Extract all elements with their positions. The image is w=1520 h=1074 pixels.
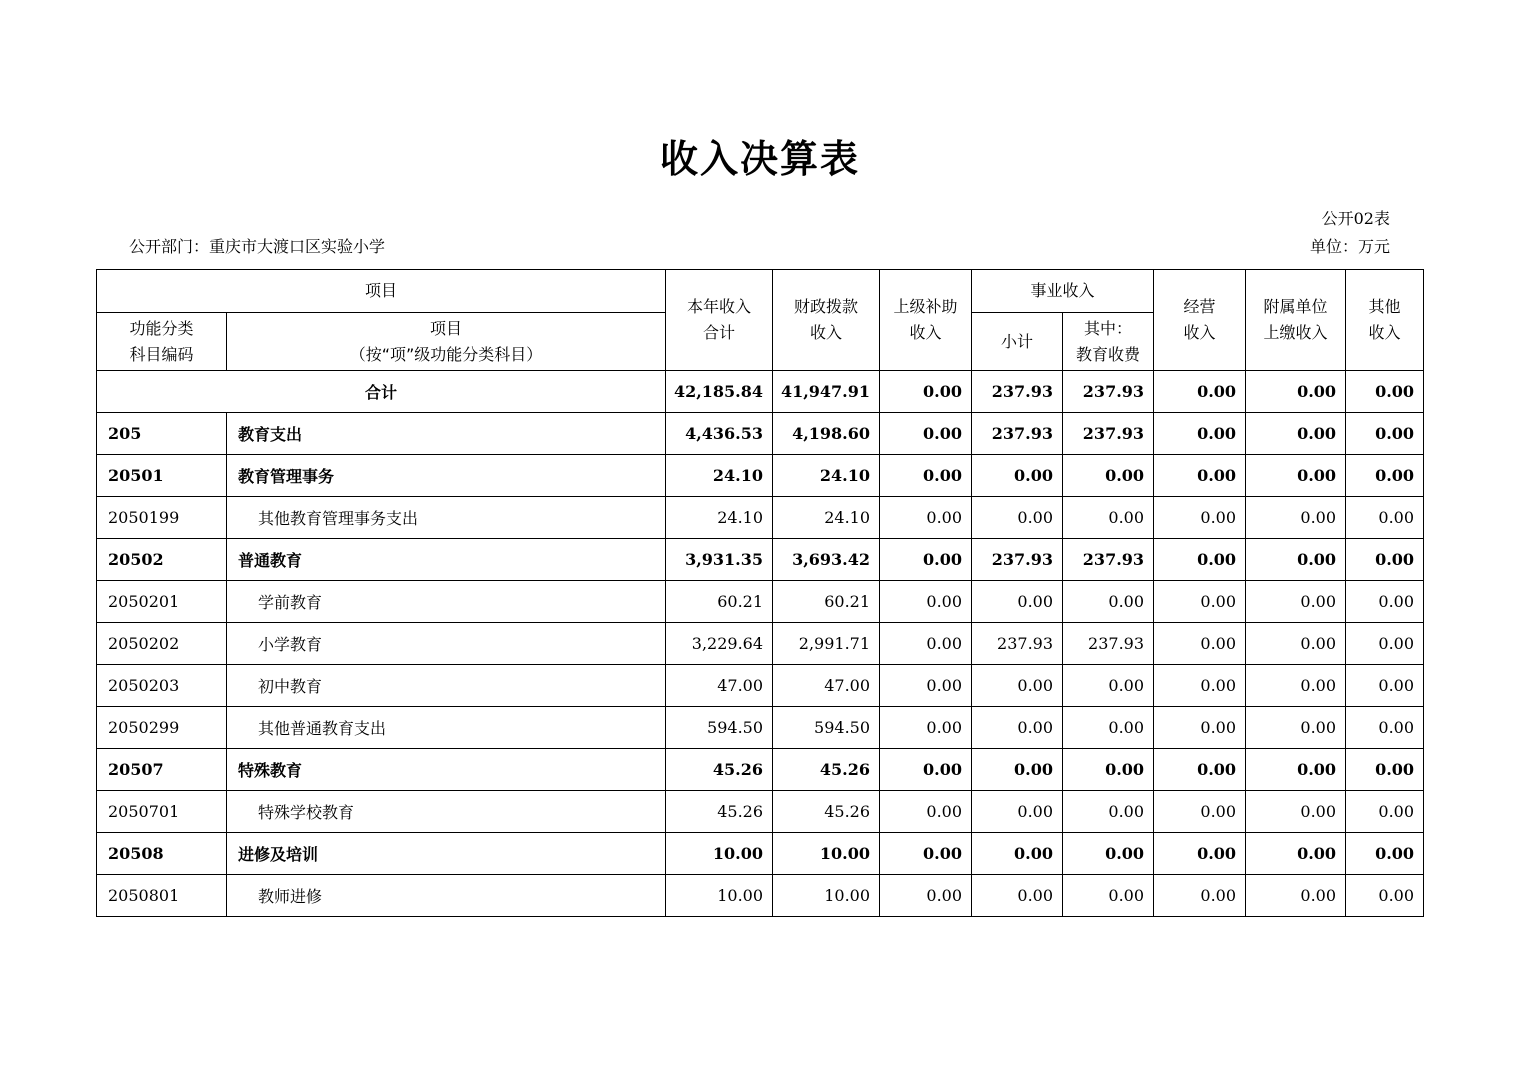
row-value: 0.00 <box>880 665 972 707</box>
row-code: 2050202 <box>97 623 227 665</box>
row-value: 45.26 <box>773 749 880 791</box>
row-name: 小学教育 <box>227 623 666 665</box>
row-value: 3,693.42 <box>773 539 880 581</box>
row-value: 0.00 <box>1246 581 1346 623</box>
row-value: 0.00 <box>880 833 972 875</box>
row-value: 0.00 <box>1246 455 1346 497</box>
row-value: 10.00 <box>773 875 880 917</box>
row-value: 0.00 <box>1346 581 1424 623</box>
row-value: 0.00 <box>1154 875 1246 917</box>
row-value: 594.50 <box>773 707 880 749</box>
row-name: 教育支出 <box>227 413 666 455</box>
row-name: 教育管理事务 <box>227 455 666 497</box>
header-superior: 上级补助 收入 <box>880 270 972 371</box>
row-value: 0.00 <box>1346 455 1424 497</box>
row-value: 0.00 <box>1154 665 1246 707</box>
row-value: 45.26 <box>666 791 773 833</box>
table-row <box>97 581 1424 623</box>
row-value: 45.26 <box>773 791 880 833</box>
header-career-subtotal: 小计 <box>972 313 1063 371</box>
row-value: 0.00 <box>1154 833 1246 875</box>
table-row <box>97 707 1424 749</box>
row-value: 0.00 <box>1154 413 1246 455</box>
table-row <box>97 413 1424 455</box>
total-cell: 237.93 <box>1063 371 1154 413</box>
row-value: 0.00 <box>1154 497 1246 539</box>
table-row <box>97 623 1424 665</box>
table-row <box>97 749 1424 791</box>
row-value: 0.00 <box>1346 665 1424 707</box>
total-cell: 0.00 <box>1246 371 1346 413</box>
row-name: 特殊教育 <box>227 749 666 791</box>
row-value: 24.10 <box>666 455 773 497</box>
row-value: 237.93 <box>1063 413 1154 455</box>
row-value: 237.93 <box>972 413 1063 455</box>
row-value: 237.93 <box>972 623 1063 665</box>
total-label: 合计 <box>97 371 666 413</box>
row-value: 0.00 <box>1246 707 1346 749</box>
row-code: 2050299 <box>97 707 227 749</box>
row-value: 0.00 <box>1063 497 1154 539</box>
row-value: 0.00 <box>1154 539 1246 581</box>
header-item-name: 项目 （按“项”级功能分类科目） <box>227 313 666 371</box>
row-value: 0.00 <box>972 707 1063 749</box>
table-row <box>97 497 1424 539</box>
row-value: 0.00 <box>1346 413 1424 455</box>
total-cell: 42,185.84 <box>666 371 773 413</box>
row-value: 0.00 <box>880 497 972 539</box>
row-code: 2050203 <box>97 665 227 707</box>
row-value: 10.00 <box>666 875 773 917</box>
row-value: 0.00 <box>972 875 1063 917</box>
row-value: 0.00 <box>972 833 1063 875</box>
row-value: 0.00 <box>1063 707 1154 749</box>
row-name: 其他教育管理事务支出 <box>227 497 666 539</box>
row-name: 特殊学校教育 <box>227 791 666 833</box>
total-row <box>97 371 1424 413</box>
table-row <box>97 791 1424 833</box>
row-code: 20507 <box>97 749 227 791</box>
row-value: 0.00 <box>1346 875 1424 917</box>
row-value: 0.00 <box>1063 791 1154 833</box>
row-value: 3,931.35 <box>666 539 773 581</box>
row-value: 0.00 <box>1063 833 1154 875</box>
header-operating: 经营 收入 <box>1154 270 1246 371</box>
row-value: 0.00 <box>1154 791 1246 833</box>
row-value: 237.93 <box>1063 539 1154 581</box>
row-value: 594.50 <box>666 707 773 749</box>
row-name: 普通教育 <box>227 539 666 581</box>
table-row <box>97 455 1424 497</box>
table-row <box>97 833 1424 875</box>
row-value: 0.00 <box>1246 749 1346 791</box>
row-value: 0.00 <box>1246 623 1346 665</box>
row-code: 2050199 <box>97 497 227 539</box>
row-code: 2050701 <box>97 791 227 833</box>
row-name: 初中教育 <box>227 665 666 707</box>
row-value: 0.00 <box>972 665 1063 707</box>
row-value: 47.00 <box>773 665 880 707</box>
header-item: 项目 <box>97 270 666 313</box>
row-value: 0.00 <box>972 581 1063 623</box>
row-value: 0.00 <box>880 707 972 749</box>
row-code: 2050201 <box>97 581 227 623</box>
row-value: 0.00 <box>1246 875 1346 917</box>
row-value: 0.00 <box>1063 581 1154 623</box>
row-value: 0.00 <box>1346 707 1424 749</box>
total-cell: 0.00 <box>880 371 972 413</box>
row-value: 0.00 <box>1063 455 1154 497</box>
form-number: 公开02表 <box>1321 209 1390 228</box>
row-code: 20508 <box>97 833 227 875</box>
row-value: 3,229.64 <box>666 623 773 665</box>
row-value: 0.00 <box>880 623 972 665</box>
row-value: 0.00 <box>1346 497 1424 539</box>
row-value: 24.10 <box>773 497 880 539</box>
row-value: 237.93 <box>1063 623 1154 665</box>
table-row <box>97 539 1424 581</box>
department-label: 公开部门：重庆市大渡口区实验小学 <box>129 237 386 256</box>
row-value: 0.00 <box>880 413 972 455</box>
row-value: 0.00 <box>1154 707 1246 749</box>
row-value: 0.00 <box>880 875 972 917</box>
row-value: 0.00 <box>972 749 1063 791</box>
row-name: 进修及培训 <box>227 833 666 875</box>
row-value: 60.21 <box>666 581 773 623</box>
row-value: 0.00 <box>1154 455 1246 497</box>
row-value: 0.00 <box>1346 623 1424 665</box>
row-value: 0.00 <box>880 749 972 791</box>
row-code: 2050801 <box>97 875 227 917</box>
row-value: 0.00 <box>1246 413 1346 455</box>
row-value: 10.00 <box>773 833 880 875</box>
row-value: 0.00 <box>880 791 972 833</box>
row-value: 0.00 <box>1246 833 1346 875</box>
row-value: 0.00 <box>1246 497 1346 539</box>
row-value: 4,436.53 <box>666 413 773 455</box>
row-value: 0.00 <box>1346 539 1424 581</box>
row-name: 学前教育 <box>227 581 666 623</box>
row-value: 0.00 <box>972 791 1063 833</box>
header-total-income: 本年收入 合计 <box>666 270 773 371</box>
row-value: 0.00 <box>1063 875 1154 917</box>
table-row <box>97 875 1424 917</box>
row-value: 0.00 <box>1063 665 1154 707</box>
row-value: 0.00 <box>1154 623 1246 665</box>
total-cell: 0.00 <box>1154 371 1246 413</box>
row-value: 0.00 <box>1346 833 1424 875</box>
total-cell: 237.93 <box>972 371 1063 413</box>
row-value: 60.21 <box>773 581 880 623</box>
row-value: 24.10 <box>773 455 880 497</box>
row-value: 0.00 <box>1154 749 1246 791</box>
header-fiscal: 财政拨款 收入 <box>773 270 880 371</box>
row-value: 45.26 <box>666 749 773 791</box>
row-value: 24.10 <box>666 497 773 539</box>
header-affiliated: 附属单位 上缴收入 <box>1246 270 1346 371</box>
row-value: 0.00 <box>972 497 1063 539</box>
row-code: 20501 <box>97 455 227 497</box>
row-name: 教师进修 <box>227 875 666 917</box>
table-row <box>97 665 1424 707</box>
row-value: 0.00 <box>1246 791 1346 833</box>
row-value: 0.00 <box>1346 749 1424 791</box>
row-value: 0.00 <box>880 455 972 497</box>
page-title: 收入决算表 <box>659 137 860 181</box>
row-value: 0.00 <box>1246 665 1346 707</box>
header-career-edu: 其中： 教育收费 <box>1063 313 1154 371</box>
row-code: 20502 <box>97 539 227 581</box>
row-value: 10.00 <box>666 833 773 875</box>
row-value: 0.00 <box>1154 581 1246 623</box>
total-cell: 41,947.91 <box>773 371 880 413</box>
row-value: 47.00 <box>666 665 773 707</box>
row-name: 其他普通教育支出 <box>227 707 666 749</box>
row-value: 2,991.71 <box>773 623 880 665</box>
row-value: 0.00 <box>1063 749 1154 791</box>
row-value: 0.00 <box>1346 791 1424 833</box>
unit-label: 单位：万元 <box>1309 237 1390 256</box>
row-value: 4,198.60 <box>773 413 880 455</box>
row-value: 0.00 <box>1246 539 1346 581</box>
row-value: 0.00 <box>972 455 1063 497</box>
income-table <box>96 269 1424 917</box>
total-cell: 0.00 <box>1346 371 1424 413</box>
row-code: 205 <box>97 413 227 455</box>
row-value: 0.00 <box>880 581 972 623</box>
header-other: 其他 收入 <box>1346 270 1424 371</box>
header-career: 事业收入 <box>972 270 1154 313</box>
row-value: 0.00 <box>880 539 972 581</box>
row-value: 237.93 <box>972 539 1063 581</box>
header-func-code: 功能分类 科目编码 <box>97 313 227 371</box>
